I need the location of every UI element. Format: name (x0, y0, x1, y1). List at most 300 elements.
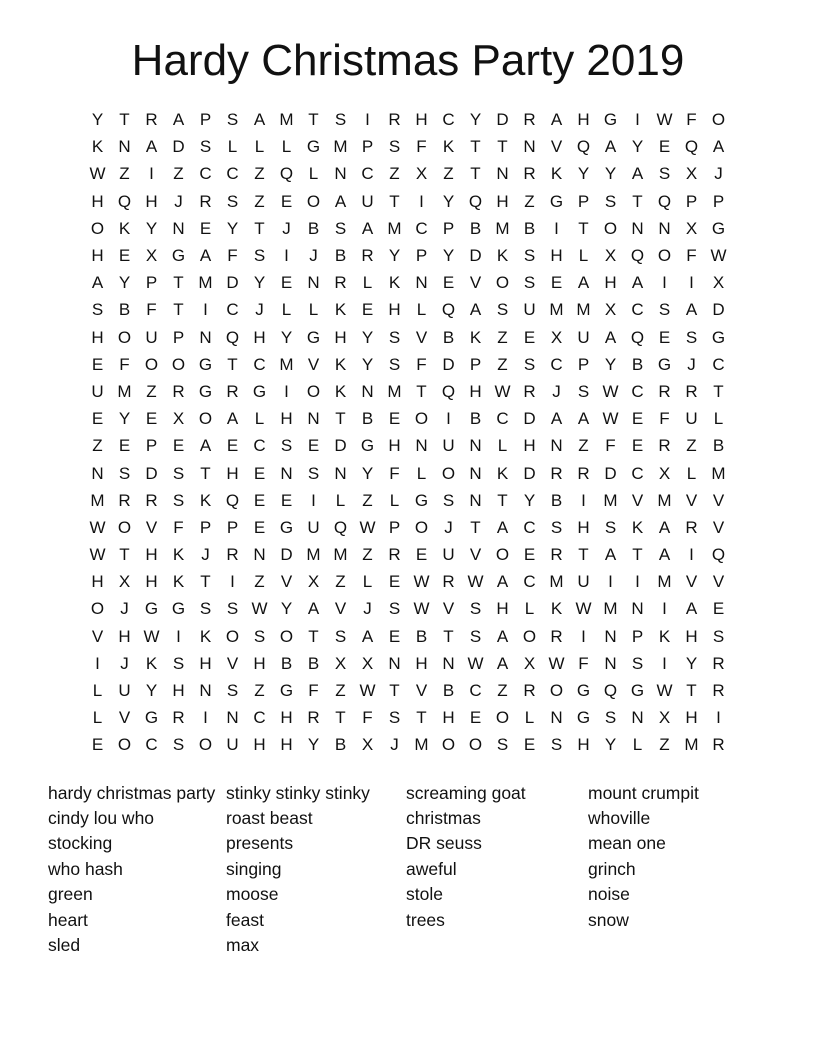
grid-letter-r6-c23: F (686, 246, 697, 266)
grid-letter-r20-c5: K (199, 626, 212, 646)
grid-letter-r13-c4: E (172, 436, 185, 456)
grid-letter-r10-c8: M (279, 354, 294, 374)
grid-letter-r11-c2: M (117, 381, 132, 401)
grid-letter-r14-c11: Y (361, 463, 374, 483)
grid-letter-r12-c18: A (550, 409, 563, 429)
grid-letter-r5-c20: O (603, 218, 618, 238)
grid-letter-r15-c11: Z (362, 490, 373, 510)
grid-letter-r14-c5: T (200, 463, 211, 483)
grid-letter-r8-c8: L (281, 300, 292, 320)
grid-letter-r17-c18: R (550, 545, 563, 565)
grid-letter-r15-c17: Y (523, 490, 536, 510)
grid-letter-r16-c24: V (712, 517, 725, 537)
grid-letter-r23-c2: V (118, 708, 131, 728)
grid-letter-r19-c11: J (363, 599, 372, 619)
word-list-column-4 (588, 781, 788, 959)
grid-letter-r6-c8: I (284, 246, 289, 266)
grid-letter-r24-c6: U (226, 735, 239, 755)
grid-letter-r3-c10: N (334, 164, 347, 184)
grid-letter-r17-c11: Z (362, 545, 373, 565)
grid-letter-r17-c5: J (201, 545, 210, 565)
grid-letter-r15-c15: N (469, 490, 482, 510)
grid-letter-r23-c3: G (144, 708, 159, 728)
grid-letter-r9-c2: O (117, 327, 132, 347)
grid-letter-r4-c13: I (419, 191, 424, 211)
grid-letter-r7-c8: E (280, 273, 293, 293)
grid-letter-r24-c18: S (550, 735, 563, 755)
grid-letter-r14-c2: S (118, 463, 131, 483)
grid-letter-r11-c20: W (602, 381, 619, 401)
grid-letter-r5-c12: M (387, 218, 402, 238)
grid-letter-r18-c6: I (230, 572, 235, 592)
grid-letter-r20-c13: B (415, 626, 428, 646)
grid-letter-r16-c16: A (496, 517, 509, 537)
grid-letter-r24-c5: O (198, 735, 213, 755)
grid-letter-r23-c8: H (280, 708, 293, 728)
grid-letter-r24-c16: S (496, 735, 509, 755)
grid-letter-r23-c21: N (631, 708, 644, 728)
grid-letter-r18-c10: Z (335, 572, 346, 592)
grid-letter-r12-c19: A (577, 409, 590, 429)
grid-letter-r3-c1: W (89, 164, 106, 184)
grid-letter-r23-c4: R (172, 708, 185, 728)
grid-letter-r6-c10: B (334, 246, 347, 266)
grid-letter-r8-c7: J (255, 300, 264, 320)
grid-letter-r2-c18: V (550, 137, 563, 157)
grid-letter-r15-c21: V (631, 490, 644, 510)
grid-letter-r22-c17: R (523, 681, 536, 701)
grid-letter-r6-c3: X (145, 246, 158, 266)
grid-letter-r22-c2: U (118, 681, 131, 701)
grid-letter-r22-c4: H (172, 681, 185, 701)
grid-letter-r14-c6: H (226, 463, 239, 483)
grid-letter-r24-c15: O (468, 735, 483, 755)
grid-letter-r5-c4: N (172, 218, 185, 238)
grid-letter-r8-c14: Q (441, 300, 456, 320)
grid-letter-r12-c11: B (361, 409, 374, 429)
grid-letter-r9-c22: E (658, 327, 671, 347)
grid-letter-r8-c18: M (549, 300, 564, 320)
grid-letter-r4-c14: Y (442, 191, 455, 211)
grid-letter-r1-c9: T (308, 110, 319, 130)
grid-letter-r4-c10: A (334, 191, 347, 211)
grid-letter-r15-c20: M (603, 490, 618, 510)
grid-letter-r6-c1: H (91, 246, 104, 266)
grid-letter-r11-c5: G (198, 381, 213, 401)
grid-letter-r7-c4: T (173, 273, 184, 293)
grid-letter-r7-c19: A (577, 273, 590, 293)
grid-letter-r13-c19: Z (578, 436, 589, 456)
grid-letter-r22-c3: Y (145, 681, 158, 701)
grid-letter-r1-c24: O (711, 110, 726, 130)
grid-letter-r13-c18: N (550, 436, 563, 456)
grid-letter-r14-c3: D (145, 463, 158, 483)
grid-letter-r7-c9: N (307, 273, 320, 293)
word-list-item: green (48, 884, 93, 905)
grid-letter-r4-c20: S (604, 191, 617, 211)
grid-letter-r24-c11: X (361, 735, 374, 755)
grid-letter-r24-c3: C (145, 735, 158, 755)
grid-letter-r20-c16: A (496, 626, 509, 646)
grid-letter-r19-c20: M (603, 599, 618, 619)
word-list-item: roast beast (226, 807, 313, 828)
grid-letter-r24-c22: Z (659, 735, 670, 755)
grid-letter-r9-c13: V (415, 327, 428, 347)
grid-letter-r24-c2: O (117, 735, 132, 755)
grid-letter-r1-c6: S (226, 110, 239, 130)
grid-letter-r2-c1: K (91, 137, 104, 157)
word-list-item: who hash (48, 858, 123, 879)
grid-letter-r3-c9: L (308, 164, 319, 184)
grid-letter-r20-c24: S (712, 626, 725, 646)
grid-letter-r20-c17: O (522, 626, 537, 646)
word-list-item: max (226, 934, 260, 955)
word-list-column-3 (406, 781, 588, 959)
grid-letter-r2-c10: M (333, 137, 348, 157)
grid-letter-r18-c15: W (467, 572, 484, 592)
grid-letter-r8-c9: L (308, 300, 319, 320)
grid-letter-r7-c21: A (631, 273, 644, 293)
grid-letter-r2-c2: N (118, 137, 131, 157)
grid-letter-r1-c21: I (635, 110, 640, 130)
grid-letter-r2-c4: D (172, 137, 185, 157)
word-list-item: snow (588, 909, 629, 930)
grid-letter-r19-c9: A (307, 599, 320, 619)
grid-letter-r8-c5: I (203, 300, 208, 320)
grid-letter-r23-c24: I (716, 708, 721, 728)
word-list (48, 781, 816, 959)
grid-letter-r19-c12: S (388, 599, 401, 619)
grid-letter-r15-c13: G (414, 490, 429, 510)
grid-letter-r21-c15: W (467, 653, 484, 673)
grid-letter-r10-c5: G (198, 354, 213, 374)
grid-letter-r9-c15: K (469, 327, 482, 347)
grid-letter-r19-c8: Y (280, 599, 293, 619)
grid-letter-r19-c4: G (171, 599, 186, 619)
grid-letter-r12-c1: E (91, 409, 104, 429)
grid-letter-r1-c17: R (523, 110, 536, 130)
grid-letter-r12-c4: X (172, 409, 185, 429)
grid-letter-r20-c2: H (118, 626, 131, 646)
grid-letter-r3-c14: Z (443, 164, 454, 184)
word-list-item: grinch (588, 858, 636, 879)
grid-letter-r20-c10: S (334, 626, 347, 646)
grid-letter-r22-c18: O (549, 681, 564, 701)
grid-letter-r20-c23: H (685, 626, 698, 646)
grid-letter-r15-c22: M (657, 490, 672, 510)
grid-letter-r1-c8: M (279, 110, 294, 130)
grid-letter-r20-c21: P (631, 626, 644, 646)
grid-letter-r8-c21: C (631, 300, 644, 320)
grid-letter-r23-c7: C (253, 708, 266, 728)
grid-letter-r6-c6: F (227, 246, 238, 266)
grid-letter-r21-c20: N (604, 653, 617, 673)
grid-letter-r6-c12: Y (388, 246, 401, 266)
grid-letter-r22-c19: G (576, 681, 591, 701)
grid-letter-r11-c3: Z (146, 381, 157, 401)
grid-letter-r17-c1: W (89, 545, 106, 565)
grid-letter-r12-c10: T (335, 409, 346, 429)
grid-letter-r11-c8: I (284, 381, 289, 401)
grid-letter-r9-c9: G (306, 327, 321, 347)
grid-letter-r19-c5: S (199, 599, 212, 619)
grid-letter-r21-c6: V (226, 653, 239, 673)
grid-letter-r7-c14: E (442, 273, 455, 293)
grid-letter-r10-c20: Y (604, 354, 617, 374)
grid-letter-r18-c22: M (657, 572, 672, 592)
grid-letter-r21-c13: H (415, 653, 428, 673)
grid-letter-r4-c18: G (549, 191, 564, 211)
grid-letter-r11-c7: G (252, 381, 267, 401)
grid-letter-r23-c1: L (92, 708, 103, 728)
grid-letter-r24-c14: O (441, 735, 456, 755)
grid-letter-r16-c12: P (388, 517, 401, 537)
grid-letter-r5-c11: A (361, 218, 374, 238)
grid-letter-r23-c14: H (442, 708, 455, 728)
grid-letter-r15-c19: I (581, 490, 586, 510)
grid-letter-r3-c18: K (550, 164, 563, 184)
grid-letter-r5-c22: N (658, 218, 671, 238)
grid-letter-r15-c2: R (118, 490, 131, 510)
grid-letter-r2-c17: N (523, 137, 536, 157)
word-list-item: mean one (588, 833, 666, 854)
grid-letter-r6-c4: G (171, 246, 186, 266)
grid-letter-r6-c2: E (118, 246, 131, 266)
grid-letter-r16-c3: V (145, 517, 158, 537)
grid-letter-r24-c12: J (390, 735, 399, 755)
grid-letter-r9-c4: P (172, 327, 185, 347)
grid-letter-r18-c9: X (307, 572, 320, 592)
grid-letter-r12-c15: B (469, 409, 482, 429)
word-list-item: stocking (48, 833, 113, 854)
grid-letter-r6-c20: X (604, 246, 617, 266)
grid-letter-r14-c24: M (711, 463, 726, 483)
grid-letter-r8-c24: D (712, 300, 725, 320)
word-list-item: sled (48, 934, 81, 955)
grid-letter-r13-c13: N (415, 436, 428, 456)
grid-letter-r22-c5: N (199, 681, 212, 701)
grid-letter-r15-c6: Q (225, 490, 240, 510)
grid-letter-r13-c16: L (497, 436, 508, 456)
grid-letter-r9-c19: U (577, 327, 590, 347)
grid-letter-r24-c19: H (577, 735, 590, 755)
grid-letter-r16-c19: H (577, 517, 590, 537)
grid-letter-r18-c8: V (280, 572, 293, 592)
grid-letter-r16-c18: S (550, 517, 563, 537)
grid-letter-r10-c18: C (550, 354, 563, 374)
grid-letter-r3-c12: Z (389, 164, 400, 184)
grid-letter-r3-c8: Q (279, 164, 294, 184)
grid-letter-r23-c9: R (307, 708, 320, 728)
grid-letter-r20-c22: K (658, 626, 671, 646)
grid-letter-r21-c1: I (95, 653, 100, 673)
grid-letter-r20-c18: R (550, 626, 563, 646)
word-list-item: presents (226, 833, 294, 854)
grid-letter-r13-c6: E (226, 436, 239, 456)
grid-letter-r22-c22: W (656, 681, 673, 701)
grid-letter-r7-c7: Y (253, 273, 266, 293)
grid-letter-r3-c17: R (523, 164, 536, 184)
grid-letter-r16-c15: T (470, 517, 481, 537)
grid-letter-r22-c12: T (389, 681, 400, 701)
grid-letter-r22-c10: Z (335, 681, 346, 701)
grid-letter-r21-c23: Y (685, 653, 698, 673)
grid-letter-r13-c3: P (145, 436, 158, 456)
grid-letter-r21-c17: X (523, 653, 536, 673)
grid-letter-r4-c11: U (361, 191, 374, 211)
grid-letter-r21-c19: F (578, 653, 589, 673)
word-list-item: feast (226, 909, 264, 930)
grid-letter-r4-c2: Q (117, 191, 132, 211)
grid-letter-r16-c21: K (631, 517, 644, 537)
grid-letter-r19-c15: S (469, 599, 482, 619)
grid-letter-r5-c9: B (307, 218, 320, 238)
grid-letter-r17-c15: V (469, 545, 482, 565)
grid-letter-r2-c8: L (281, 137, 292, 157)
grid-letter-r6-c16: K (496, 246, 509, 266)
grid-letter-r4-c3: H (145, 191, 158, 211)
grid-letter-r16-c7: E (253, 517, 266, 537)
grid-letter-r20-c4: I (176, 626, 181, 646)
grid-letter-r24-c20: Y (604, 735, 617, 755)
grid-letter-r11-c14: Q (441, 381, 456, 401)
grid-letter-r2-c21: Y (631, 137, 644, 157)
grid-letter-r11-c17: R (523, 381, 536, 401)
grid-letter-r2-c13: F (416, 137, 427, 157)
grid-letter-r20-c20: N (604, 626, 617, 646)
grid-letter-r24-c24: R (712, 735, 725, 755)
grid-letter-r18-c12: E (388, 572, 401, 592)
grid-letter-r20-c7: S (253, 626, 266, 646)
grid-letter-r6-c21: Q (630, 246, 645, 266)
grid-letter-r14-c17: D (523, 463, 536, 483)
grid-letter-r9-c12: S (388, 327, 401, 347)
grid-letter-r6-c22: O (657, 246, 672, 266)
grid-letter-r20-c11: A (361, 626, 374, 646)
grid-letter-r20-c15: S (469, 626, 482, 646)
grid-letter-r4-c22: Q (657, 191, 672, 211)
grid-letter-r11-c21: C (631, 381, 644, 401)
grid-letter-r16-c8: G (279, 517, 294, 537)
grid-letter-r13-c10: D (334, 436, 347, 456)
grid-letter-r23-c15: E (469, 708, 482, 728)
grid-letter-r10-c16: Z (497, 354, 508, 374)
grid-letter-r8-c15: A (469, 300, 482, 320)
grid-letter-r10-c2: F (119, 354, 130, 374)
grid-letter-r15-c8: E (280, 490, 293, 510)
grid-letter-r3-c11: C (361, 164, 374, 184)
grid-letter-r15-c3: R (145, 490, 158, 510)
word-list-item: aweful (406, 858, 457, 879)
grid-letter-r18-c17: C (523, 572, 536, 592)
grid-letter-r13-c23: Z (686, 436, 697, 456)
grid-letter-r8-c17: U (523, 300, 536, 320)
grid-letter-r14-c18: R (550, 463, 563, 483)
grid-letter-r7-c23: I (689, 273, 694, 293)
grid-letter-r7-c1: A (91, 273, 104, 293)
grid-letter-r14-c15: N (469, 463, 482, 483)
grid-letter-r5-c24: G (711, 218, 726, 238)
grid-letter-r5-c13: C (415, 218, 428, 238)
grid-letter-r16-c6: P (226, 517, 239, 537)
grid-letter-r16-c9: U (307, 517, 320, 537)
grid-letter-r16-c5: P (199, 517, 212, 537)
grid-letter-r9-c5: N (199, 327, 212, 347)
grid-letter-r19-c23: A (685, 599, 698, 619)
grid-letter-r13-c7: C (253, 436, 266, 456)
grid-letter-r21-c16: A (496, 653, 509, 673)
grid-letter-r4-c5: R (199, 191, 212, 211)
grid-letter-r5-c5: E (199, 218, 212, 238)
word-list-item: heart (48, 909, 88, 930)
grid-letter-r24-c17: E (523, 735, 536, 755)
grid-letter-r14-c19: R (577, 463, 590, 483)
word-list-item: trees (406, 909, 445, 930)
grid-letter-r4-c17: Z (524, 191, 535, 211)
grid-letter-r3-c15: T (470, 164, 481, 184)
grid-letter-r4-c21: T (632, 191, 643, 211)
grid-letter-r20-c1: V (91, 626, 104, 646)
grid-letter-r17-c2: T (119, 545, 130, 565)
grid-letter-r17-c10: M (333, 545, 348, 565)
grid-letter-r12-c23: U (685, 409, 698, 429)
grid-letter-r2-c9: G (306, 137, 321, 157)
grid-letter-r2-c16: T (497, 137, 508, 157)
grid-letter-r19-c22: I (662, 599, 667, 619)
grid-letter-r7-c2: Y (118, 273, 131, 293)
grid-letter-r9-c23: S (685, 327, 698, 347)
grid-letter-r10-c4: O (171, 354, 186, 374)
grid-letter-r9-c6: Q (225, 327, 240, 347)
grid-letter-r23-c5: I (203, 708, 208, 728)
grid-letter-r8-c2: B (118, 300, 131, 320)
grid-letter-r9-c21: Q (630, 327, 645, 347)
grid-letter-r2-c6: L (227, 137, 238, 157)
grid-letter-r9-c20: A (604, 327, 617, 347)
grid-letter-r7-c18: E (550, 273, 563, 293)
grid-letter-r9-c7: H (253, 327, 266, 347)
grid-letter-r22-c23: T (686, 681, 697, 701)
grid-letter-r21-c18: W (548, 653, 565, 673)
grid-letter-r15-c9: I (311, 490, 316, 510)
grid-letter-r7-c6: D (226, 273, 239, 293)
word-list-item: DR seuss (406, 833, 482, 854)
grid-letter-r18-c20: I (608, 572, 613, 592)
grid-letter-r18-c16: A (496, 572, 509, 592)
grid-letter-r20-c8: O (279, 626, 294, 646)
grid-letter-r3-c2: Z (119, 164, 130, 184)
grid-letter-r11-c10: K (334, 381, 347, 401)
grid-letter-r7-c10: R (334, 273, 347, 293)
grid-letter-r23-c16: O (495, 708, 510, 728)
word-list-item: stinky stinky stinky (226, 782, 370, 803)
grid-letter-r15-c7: E (253, 490, 266, 510)
grid-letter-r1-c19: H (577, 110, 590, 130)
grid-letter-r13-c15: N (469, 436, 482, 456)
grid-letter-r1-c20: G (603, 110, 618, 130)
grid-letter-r19-c10: V (334, 599, 347, 619)
grid-letter-r9-c11: Y (361, 327, 374, 347)
grid-letter-r7-c24: X (712, 273, 725, 293)
grid-letter-r8-c13: L (416, 300, 427, 320)
grid-letter-r6-c7: S (253, 246, 266, 266)
word-list-item: whoville (588, 807, 651, 828)
grid-letter-r10-c23: J (687, 354, 696, 374)
grid-letter-r19-c18: K (550, 599, 563, 619)
grid-letter-r18-c11: L (362, 572, 373, 592)
grid-letter-r18-c1: H (91, 572, 104, 592)
grid-letter-r12-c2: Y (118, 409, 131, 429)
